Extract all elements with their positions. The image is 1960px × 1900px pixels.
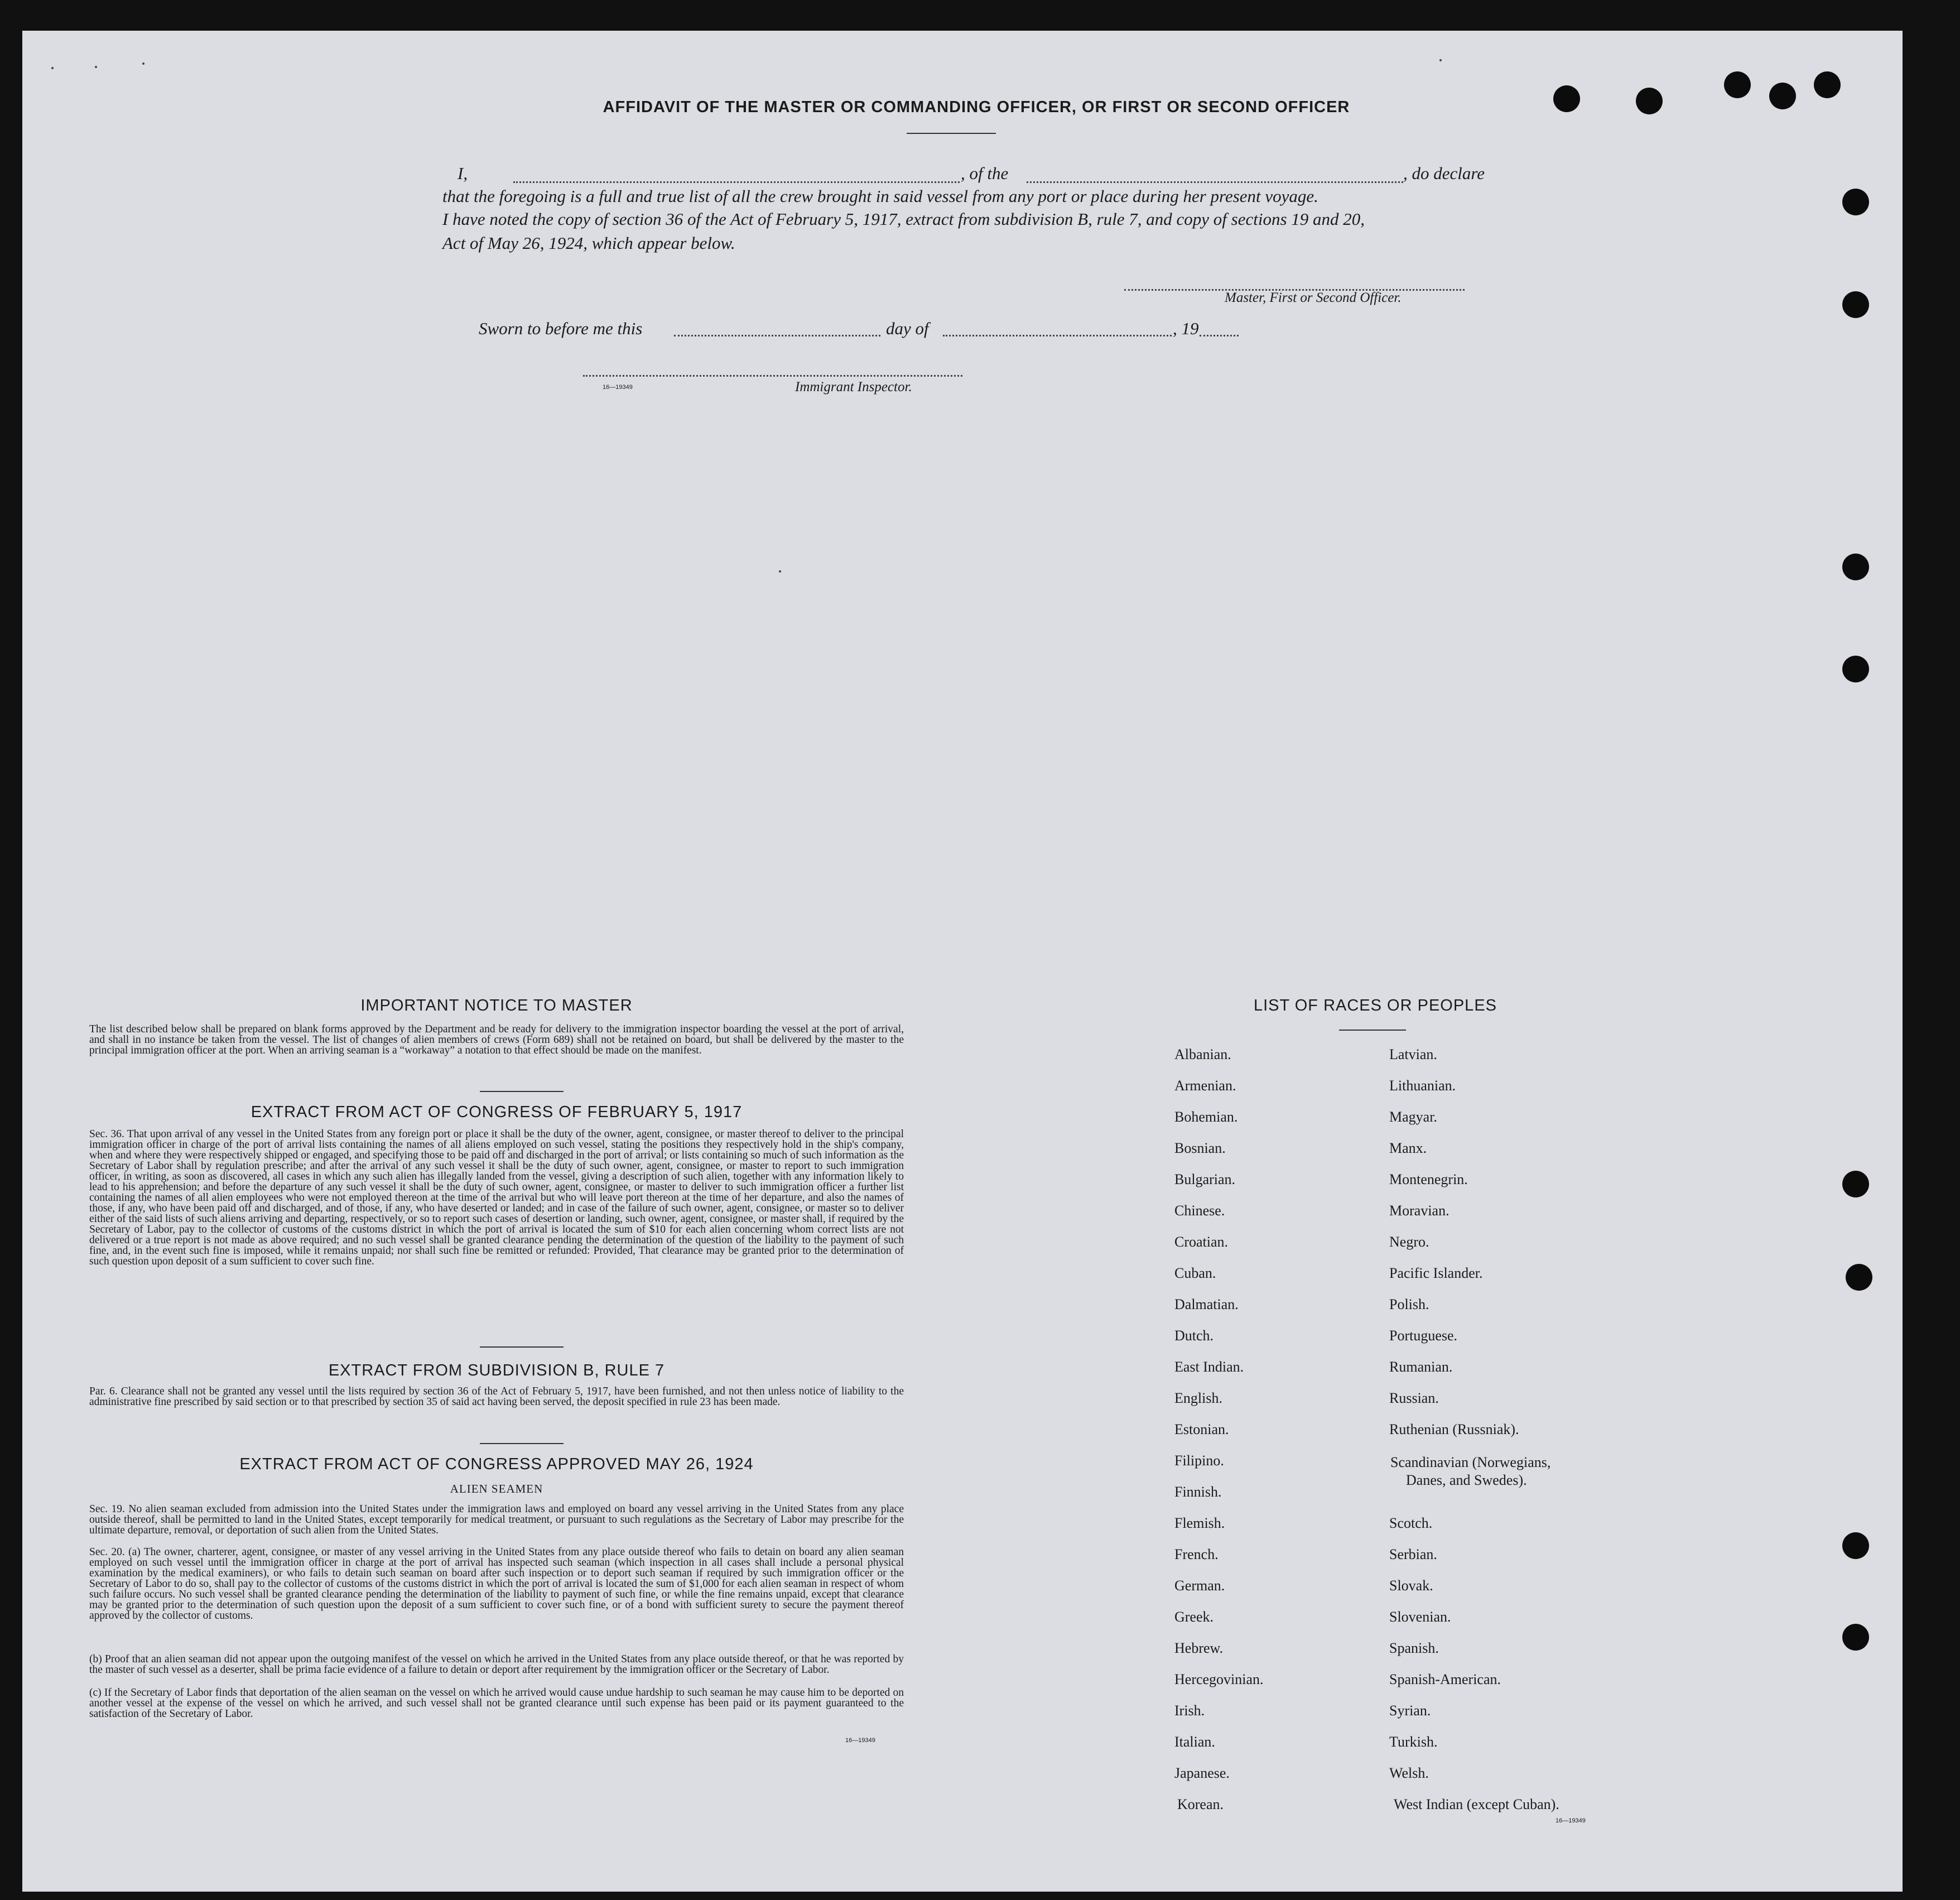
- race-item: Lithuanian.: [1389, 1078, 1456, 1094]
- race-item: Russian.: [1389, 1390, 1439, 1406]
- race-item: Scotch.: [1389, 1515, 1433, 1531]
- race-item: Latvian.: [1389, 1046, 1437, 1062]
- speck: [95, 66, 97, 68]
- punch-hole: [1842, 1171, 1869, 1197]
- vessel-fill-line: [1027, 181, 1403, 183]
- section-divider: [480, 1443, 564, 1444]
- punch-hole: [1769, 83, 1796, 109]
- day-of-text: day of: [886, 319, 929, 338]
- race-item: Turkish.: [1389, 1734, 1438, 1750]
- races-title: LIST OF RACES OR PEOPLES: [1253, 997, 1497, 1014]
- affidavit-line4: Act of May 26, 1924, which appear below.: [442, 233, 735, 253]
- title-divider: [907, 133, 996, 134]
- sworn-day-fill: [674, 335, 880, 336]
- race-item: Montenegrin.: [1389, 1171, 1468, 1187]
- affidavit-line3: I have noted the copy of section 36 of the Act of February 5, 1917, extract from subdivision B, rule 7, and copy of sections 19 and 20,: [442, 209, 1365, 229]
- race-item: Ruthenian (Russniak).: [1389, 1421, 1519, 1437]
- sec19-text: Sec. 19. No alien seaman excluded from admission into the United States under the immigration laws and employed on board any vessel arriving in the United States from any place outside thereof, shall be permitted to land in the United States, except temporarily for medical treatment, or pursuant to such regulations as the Secretary of Labor may prescribe for the ultimate departure, removal, or deportation of such alien from the United States.: [89, 1503, 904, 1536]
- year-text: , 19: [1173, 319, 1199, 338]
- speck: [142, 62, 145, 65]
- punch-hole: [1636, 88, 1663, 114]
- race-item: Syrian.: [1389, 1702, 1431, 1719]
- speck: [779, 570, 781, 573]
- punch-hole: [1553, 85, 1580, 112]
- form-number: 16—19349: [603, 384, 633, 391]
- affidavit-declare: , do declare: [1403, 163, 1485, 183]
- speck: [51, 67, 54, 69]
- race-item: Scandinavian (Norwegians,: [1390, 1454, 1551, 1470]
- punch-hole: [1724, 71, 1751, 98]
- race-item: Bosnian.: [1174, 1140, 1226, 1156]
- section-divider: [1339, 1030, 1406, 1031]
- form-number: 16—19349: [845, 1737, 875, 1744]
- race-item: Magyar.: [1389, 1109, 1437, 1125]
- speck: [1439, 59, 1442, 61]
- section-divider: [480, 1091, 564, 1092]
- race-item: Pacific Islander.: [1389, 1265, 1483, 1281]
- race-item: Korean.: [1177, 1796, 1224, 1812]
- race-item: Armenian.: [1174, 1078, 1236, 1094]
- punch-hole: [1842, 656, 1869, 682]
- year-fill: [1200, 335, 1239, 336]
- race-item: Polish.: [1389, 1296, 1429, 1312]
- section-divider: [480, 1346, 564, 1348]
- race-item: Spanish.: [1389, 1640, 1439, 1656]
- race-item: Cuban.: [1174, 1265, 1216, 1281]
- extract-1917-text: Sec. 36. That upon arrival of any vessel in the United States from any foreign port or place it shall be the duty of the owner, agent, consignee, or master thereof to deliver to the principal immigration officer in charge of the port of arrival lists containing the names of all aliens employed on such vessel, stating the positions they respectively hold in the ship's company, when and where they were respectively shipped or engaged, and specifying those to be paid off and discharged in the port of arrival; or lists containing so much of such information as the Secretary of Labor shall by regulation prescribe; and after the arrival of any such vessel it shall be the duty of such owner, agent, consignee, or master to report to such immigration officer, in writing, as soon as discovered, all cases in which any such alien has illegally landed from the vessel, giving a description of such alien, together with any information likely to lead to his apprehension; and before the departure of any such vessel it shall be the duty of such owner, agent, consignee, or master to deliver to such immigration officer a further list containing the names of all alien employees who were not employed thereon at the time of the arrival but who will leave port thereon at the time of her departure, and also the names of those, if any, who have been paid off and discharged, and of those, if any, who have deserted or landed; and in case of the failure of such owner, agent, consignee, or master so to deliver either of the said lists of such aliens arriving and departing, respectively, or so to report such cases of desertion or landing, such owner, agent, consignee, or master shall, if required by the Secretary of Labor, pay to the collector of customs of the customs district in which the port of arrival is located the sum of $10 for each alien concerning whom correct lists are not delivered or a true report is not made as above required; and no such vessel shall be granted clearance pending the determination of the question of the liability to the payment of such fine, and, in the event such fine is imposed, while it remains unpaid; nor shall such fine be remitted or refunded: Provided, That clearance may be granted prior to the determination of such question upon deposit of a sum sufficient to cover such fine.: [89, 1128, 904, 1267]
- extract-1924-subtitle: ALIEN SEAMEN: [450, 1482, 543, 1495]
- race-item: Chinese.: [1174, 1202, 1225, 1219]
- race-item: Irish.: [1174, 1702, 1205, 1719]
- race-item: Rumanian.: [1389, 1359, 1453, 1375]
- race-item: Moravian.: [1389, 1202, 1449, 1219]
- race-item: Filipino.: [1174, 1452, 1224, 1469]
- race-item: Finnish.: [1174, 1484, 1222, 1500]
- punch-hole: [1842, 554, 1869, 580]
- sec20c-text: (c) If the Secretary of Labor finds that deportation of the alien seaman on the vessel on which he arrived would cause undue hardship to such seaman he may cause him to be deported on another vessel at the expense of the vessel on which he arrived, and such vessel shall not be granted clearance until such expense has been paid or its payment guaranteed to the satisfaction of the Secretary of Labor.: [89, 1687, 904, 1720]
- notice-text: The list described below shall be prepared on blank forms approved by the Department and be ready for delivery to the immigration inspector boarding the vessel at the port of arrival, and shall in no instance be taken from the vessel. The list of changes of alien members of crews (Form 689) shall not be retained on board, but shall be delivered by the master to the principal immigration officer at the port. When an arriving seaman is a “workaway” a notation to that effect should be made on the manifest.: [89, 1023, 904, 1056]
- notice-title: IMPORTANT NOTICE TO MASTER: [360, 997, 633, 1014]
- affidavit-title: AFFIDAVIT OF THE MASTER OR COMMANDING OFFICER, OR FIRST OR SECOND OFFICER: [603, 98, 1350, 116]
- punch-hole: [1846, 1264, 1872, 1291]
- race-item: Hercegovinian.: [1174, 1671, 1264, 1687]
- race-item: English.: [1174, 1390, 1222, 1406]
- race-item: Greek.: [1174, 1609, 1214, 1625]
- affidavit-i: I,: [458, 163, 468, 183]
- name-fill-line: [513, 181, 960, 183]
- rule7-title: EXTRACT FROM SUBDIVISION B, RULE 7: [328, 1362, 665, 1379]
- race-item: Estonian.: [1174, 1421, 1229, 1437]
- signature-label: Master, First or Second Officer.: [1225, 290, 1402, 305]
- race-item: Albanian.: [1174, 1046, 1231, 1062]
- race-item: West Indian (except Cuban).: [1394, 1796, 1559, 1812]
- race-item: Slovak.: [1389, 1577, 1433, 1594]
- race-item: Slovenian.: [1389, 1609, 1451, 1625]
- sworn-text: Sworn to before me this: [479, 319, 643, 338]
- punch-hole: [1814, 71, 1841, 98]
- form-number: 16—19349: [1556, 1817, 1586, 1824]
- affidavit-of-the: , of the: [961, 163, 1009, 183]
- race-item: Portuguese.: [1389, 1327, 1458, 1344]
- sec20b-text: (b) Proof that an alien seaman did not appear upon the outgoing manifest of the vessel on which he arrived in the United States from any place outside thereof, or that he was reported by the master of such vessel as a deserter, shall be prima facie evidence of a failure to detain or deport after requirement by the immigration officer or the Secretary of Labor.: [89, 1653, 904, 1676]
- rule7-text: Par. 6. Clearance shall not be granted any vessel until the lists required by section 36 of the Act of February 5, 1917, have been furnished, and not then unless notice of liability to the administrative fine prescribed by said section or to that prescribed by section 35 of said act having been served, the deposit specified in rule 23 has been made.: [89, 1386, 904, 1408]
- race-item: Dalmatian.: [1174, 1296, 1239, 1312]
- month-fill: [943, 335, 1172, 336]
- race-item: Japanese.: [1174, 1765, 1230, 1781]
- punch-hole: [1842, 1624, 1869, 1651]
- race-item: Spanish-American.: [1389, 1671, 1501, 1687]
- extract-1917-title: EXTRACT FROM ACT OF CONGRESS OF FEBRUARY 5, 1917: [251, 1103, 743, 1121]
- race-item: Dutch.: [1174, 1327, 1214, 1344]
- race-item: Bulgarian.: [1174, 1171, 1236, 1187]
- race-item: Negro.: [1389, 1234, 1429, 1250]
- race-item: Flemish.: [1174, 1515, 1225, 1531]
- race-item: Manx.: [1389, 1140, 1427, 1156]
- extract-1924-title: EXTRACT FROM ACT OF CONGRESS APPROVED MAY 26, 1924: [239, 1455, 754, 1473]
- race-item: German.: [1174, 1577, 1225, 1594]
- race-item-continuation: Danes, and Swedes).: [1406, 1472, 1527, 1488]
- race-item: Welsh.: [1389, 1765, 1429, 1781]
- race-item: East Indian.: [1174, 1359, 1244, 1375]
- sec20a-text: Sec. 20. (a) The owner, charterer, agent, consignee, or master of any vessel arriving in the United States from any place outside thereof who fails to detain on board any alien seaman employed on such vessel until the immigration officer in charge at the port of arrival has inspected such seaman (which inspection in all cases shall include a personal physical examination by the medical examiners), or who fails to detain such seaman on board after such inspection or to deport such seaman if required by such immigration officer or the Secretary of Labor to do so, shall pay to the collector of customs of the customs district in which the port of arrival is located the sum of $1,000 for each alien seaman in respect of whom such failure occurs. No such vessel shall be granted clearance pending the determination of the liability to payment of such fine, or while the fine remains unpaid, except that clearance may be granted prior to the determination of such question upon the deposit of a sum sufficient to cover such fine, or of a bond with sufficient surety to secure the payment thereof approved by the collector of customs.: [89, 1546, 904, 1622]
- punch-hole: [1842, 291, 1869, 318]
- race-item: Serbian.: [1389, 1546, 1437, 1562]
- race-item: Hebrew.: [1174, 1640, 1224, 1656]
- punch-hole: [1842, 189, 1869, 215]
- affidavit-line2: that the foregoing is a full and true list of all the crew brought in said vessel from any port or place during her present voyage.: [442, 186, 1318, 206]
- race-item: French.: [1174, 1546, 1219, 1562]
- inspector-signature-line: [583, 375, 962, 377]
- race-item: Bohemian.: [1174, 1109, 1238, 1125]
- inspector-label: Immigrant Inspector.: [795, 379, 912, 395]
- race-item: Croatian.: [1174, 1234, 1229, 1250]
- race-item: Italian.: [1174, 1734, 1215, 1750]
- punch-hole: [1842, 1532, 1869, 1559]
